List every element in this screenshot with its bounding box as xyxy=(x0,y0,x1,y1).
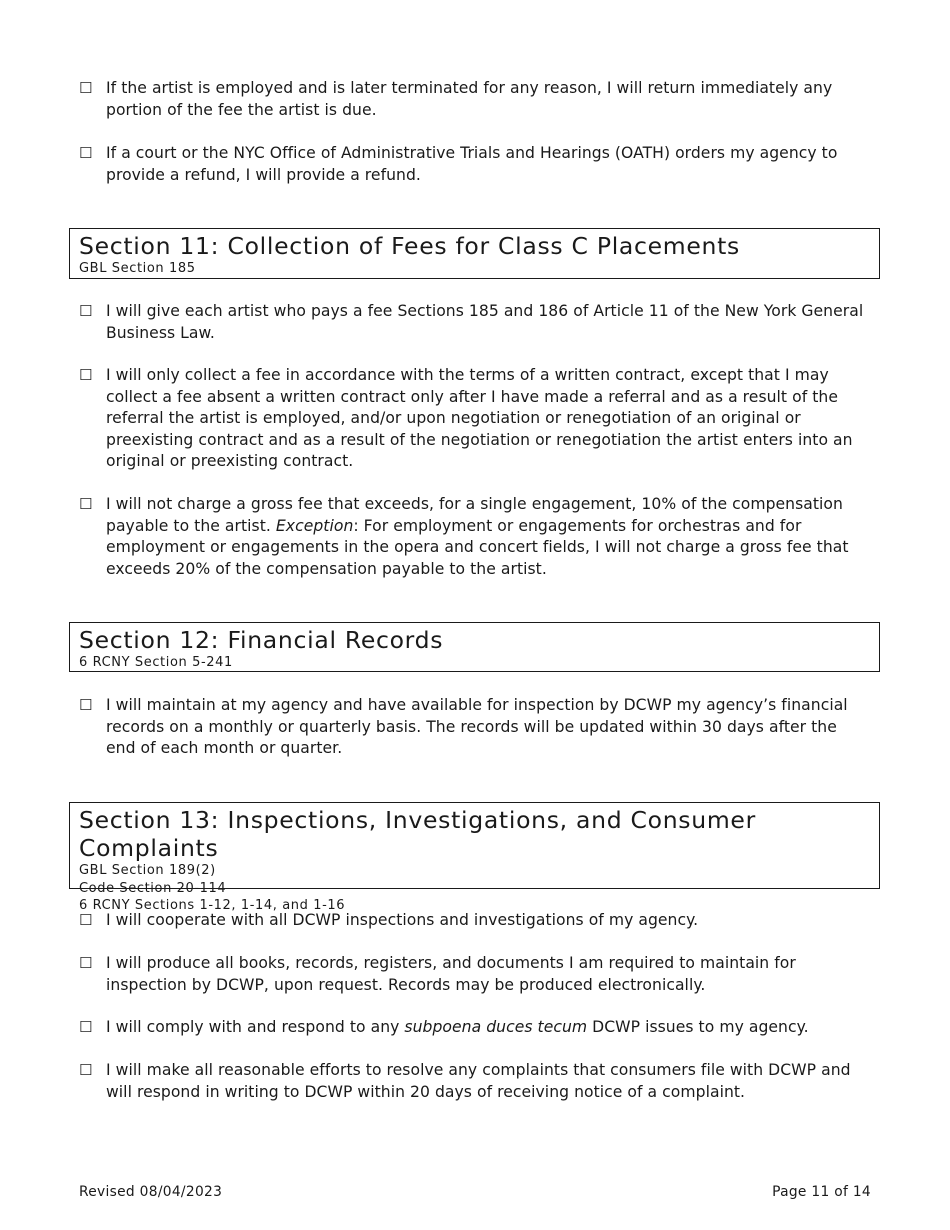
checkbox-icon[interactable]: ☐ xyxy=(79,696,93,714)
emphasis-text: subpoena duces tecum xyxy=(404,1018,588,1036)
checklist-item xyxy=(79,1060,869,1103)
checkbox-icon[interactable]: ☐ xyxy=(79,144,93,162)
section-reference: GBL Section 189(2) xyxy=(79,863,216,878)
checkbox-icon[interactable]: ☐ xyxy=(79,911,93,929)
checklist-item-text: I will give each artist who pays a fee Sections 185 and 186 of Article 11 of the New York General Business Law. xyxy=(106,302,864,342)
checkbox-icon[interactable]: ☐ xyxy=(79,79,93,97)
revision-date: Revised 08/04/2023 xyxy=(79,1184,223,1200)
checklist-item-text: If a court or the NYC Office of Administrative Trials and Hearings (OATH) orders my agency to provide a refund, I will provide a refund. xyxy=(106,144,838,184)
checklist-item xyxy=(79,910,869,932)
checklist-item xyxy=(79,1017,869,1039)
checkbox-icon[interactable]: ☐ xyxy=(79,954,93,972)
checklist-item xyxy=(79,143,869,186)
section-reference: 6 RCNY Section 5-241 xyxy=(79,655,233,670)
checklist-item-text: If the artist is employed and is later terminated for any reason, I will return immediately any portion of the fee the artist is due. xyxy=(106,79,833,119)
section-12-header xyxy=(69,622,880,672)
emphasis-text: Exception xyxy=(275,516,354,535)
section-title: Section 11: Collection of Fees for Class C Placements xyxy=(79,232,740,260)
checkbox-icon[interactable]: ☐ xyxy=(79,1018,93,1036)
checkbox-icon[interactable]: ☐ xyxy=(79,1061,93,1079)
checklist-item-text: I will comply with and respond to any subpoena duces tecum DCWP issues to my agency. xyxy=(106,1018,809,1036)
section-13-header xyxy=(69,802,880,913)
section-reference: GBL Section 185 xyxy=(79,261,196,276)
checklist-item-text: I will make all reasonable efforts to resolve any complaints that consumers file with DCWP and will respond in writing to DCWP within 20 days of receiving notice of a complaint. xyxy=(106,1061,851,1101)
checklist-item-text: I will not charge a gross fee that exceeds, for a single engagement, 10% of the compensation payable to the artist. Exception: For employment or engagements for orchestras and for employment or engagements in the opera and concert fields, I will not charge a gross fee that exceeds 20% of the compensation payable to the artist. xyxy=(106,495,849,578)
checklist-item xyxy=(79,695,869,760)
section-reference: Code Section 20-114 xyxy=(79,880,227,896)
section-title: Section 12: Financial Records xyxy=(79,626,444,654)
checklist-item xyxy=(79,301,869,344)
checklist-item-text: I will maintain at my agency and have available for inspection by DCWP my agency’s financial records on a monthly or quarterly basis. The records will be updated within 30 days after the end of each month or quarter. xyxy=(106,696,848,757)
checklist-item-text: I will produce all books, records, registers, and documents I am required to maintain for inspection by DCWP, upon request. Records may be produced electronically. xyxy=(106,954,796,994)
checkbox-icon[interactable]: ☐ xyxy=(79,495,93,513)
section-title: Section 13: Inspections, Investigations, and Consumer Complaints xyxy=(79,806,756,862)
page-number: Page 11 of 14 xyxy=(772,1184,871,1200)
checkbox-icon[interactable]: ☐ xyxy=(79,366,93,384)
section-11-header xyxy=(69,228,880,279)
section-reference: 6 RCNY Sections 1-12, 1-14, and 1-16 xyxy=(79,898,346,913)
checklist-item-text: I will cooperate with all DCWP inspections and investigations of my agency. xyxy=(106,911,699,929)
checklist-item-text: I will only collect a fee in accordance with the terms of a written contract, except that I may collect a fee absent a written contract only after I have made a referral and as a result of the referral the artist is employed, and/or upon negotiation or renegotiation of an original or preexisting contract and as a result of the negotiation or renegotiation the artist enters into an original or preexisting contract. xyxy=(106,366,853,470)
checklist-item xyxy=(79,494,869,580)
checklist-item xyxy=(79,953,869,996)
checkbox-icon[interactable]: ☐ xyxy=(79,302,93,320)
checklist-item xyxy=(79,365,869,473)
checklist-item xyxy=(79,78,869,121)
